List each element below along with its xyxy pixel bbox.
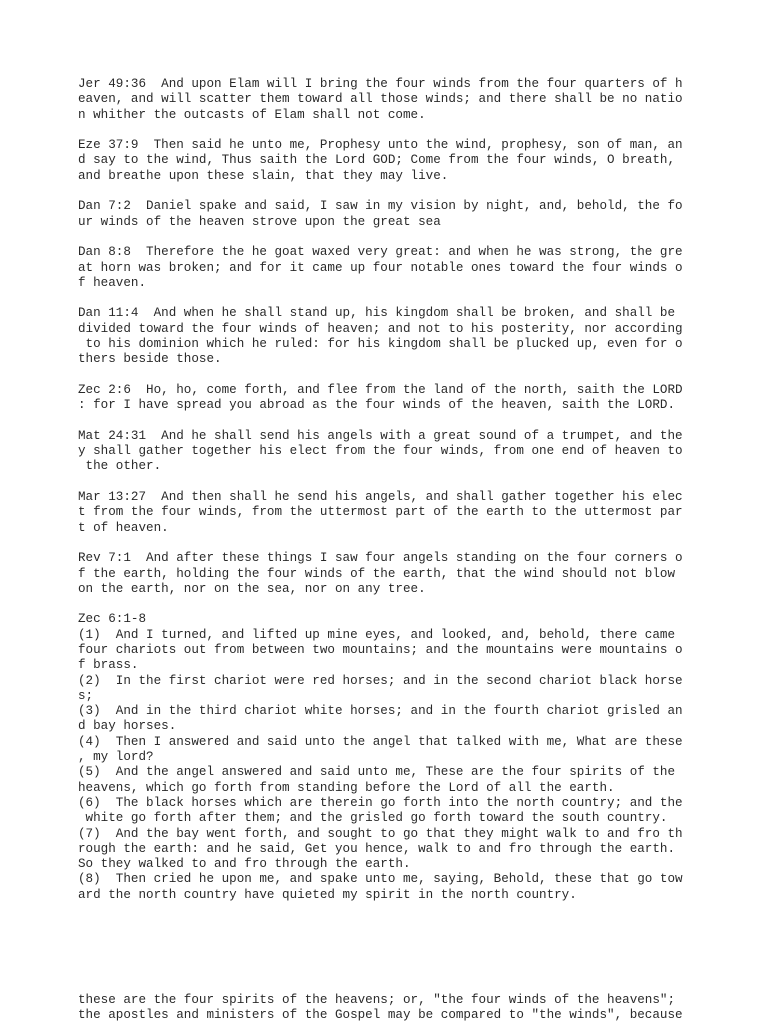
verse-eze-37-9: [78, 138, 718, 184]
document-body: [78, 77, 718, 903]
text-line: : for I have spread you abroad as the four winds of the heaven, saith the LORD.: [78, 398, 676, 413]
text-line: the apostles and ministers of the Gospel may be compared to "the winds", because: [78, 1008, 683, 1023]
text-line: n whither the outcasts of Elam shall not come.: [78, 107, 426, 122]
text-line: Dan 8:8 Therefore the he goat waxed very great: and when he was strong, the gre: [78, 245, 683, 260]
text-line: and breathe upon these slain, that they may live.: [78, 168, 449, 183]
text-line: ard the north country have quieted my spirit in the north country.: [78, 887, 577, 902]
text-line: t of heaven.: [78, 520, 169, 535]
text-line: these are the four spirits of the heavens; or, "the four winds of the heavens";: [78, 993, 676, 1007]
text-line: to his dominion which he ruled: for his kingdom shall be plucked up, even for o: [78, 337, 683, 352]
text-line: f the earth, holding the four winds of the earth, that the wind should not blow: [78, 566, 676, 581]
text-line: (1) And I turned, and lifted up mine eyes, and looked, and, behold, there came: [78, 627, 676, 642]
text-line: on the earth, nor on the sea, nor on any tree.: [78, 581, 426, 596]
verse-dan-11-4: [78, 306, 718, 367]
text-line: y shall gather together his elect from the four winds, from one end of heaven to: [78, 444, 683, 459]
text-line: the other.: [78, 459, 162, 474]
text-line: white go forth after them; and the grisled go forth toward the south country.: [78, 811, 668, 826]
text-line: (7) And the bay went forth, and sought to go that they might walk to and fro th: [78, 826, 683, 841]
text-line: Mat 24:31 And he shall send his angels with a great sound of a trumpet, and the: [78, 428, 683, 443]
text-line: heavens, which go forth from standing before the Lord of all the earth.: [78, 780, 615, 795]
passage-heading: Zec 6:1-8: [78, 612, 147, 627]
text-line: Rev 7:1 And after these things I saw four angels standing on the four corners o: [78, 551, 683, 566]
commentary-footer: [78, 993, 718, 1024]
text-line: eaven, and will scatter them toward all those winds; and there shall be no natio: [78, 92, 683, 107]
text-line: f brass.: [78, 658, 139, 673]
text-line: thers beside those.: [78, 352, 222, 367]
text-line: Mar 13:27 And then shall he send his angels, and shall gather together his elec: [78, 490, 683, 505]
verse-dan-8-8: [78, 245, 718, 291]
verse-zec-2-6: [78, 383, 718, 414]
text-line: rough the earth: and he said, Get you hence, walk to and fro through the earth.: [78, 841, 676, 856]
verse-dan-7-2: [78, 199, 718, 230]
text-line: four chariots out from between two mountains; and the mountains were mountains o: [78, 642, 683, 657]
text-line: divided toward the four winds of heaven; and not to his posterity, nor according: [78, 321, 683, 336]
text-line: d say to the wind, Thus saith the Lord GOD; Come from the four winds, O breath,: [78, 153, 676, 168]
text-line: (3) And in the third chariot white horses; and in the fourth chariot grisled an: [78, 704, 683, 719]
verse-mat-24-31: [78, 429, 718, 475]
text-line: t from the four winds, from the uttermost part of the earth to the uttermost par: [78, 505, 683, 520]
text-line: (2) In the first chariot were red horses; and in the second chariot black horse: [78, 673, 683, 688]
text-line: (5) And the angel answered and said unto me, These are the four spirits of the: [78, 765, 676, 780]
verse-mar-13-27: [78, 490, 718, 536]
text-line: Eze 37:9 Then said he unto me, Prophesy unto the wind, prophesy, son of man, an: [78, 138, 683, 153]
text-line: Zec 2:6 Ho, ho, come forth, and flee from the land of the north, saith the LORD: [78, 382, 683, 397]
text-line: , my lord?: [78, 750, 154, 765]
text-line: (6) The black horses which are therein go forth into the north country; and the: [78, 795, 683, 810]
text-line: Jer 49:36 And upon Elam will I bring the four winds from the four quarters of h: [78, 77, 683, 91]
text-line: d bay horses.: [78, 719, 177, 734]
text-line: s;: [78, 688, 94, 703]
verse-rev-7-1: [78, 551, 718, 597]
text-line: at horn was broken; and for it came up four notable ones toward the four winds o: [78, 260, 683, 275]
text-line: ur winds of the heaven strove upon the great sea: [78, 214, 441, 229]
text-line: (8) Then cried he upon me, and spake unto me, saying, Behold, these that go tow: [78, 872, 683, 887]
text-line: (4) Then I answered and said unto the angel that talked with me, What are these: [78, 734, 683, 749]
passage-zec-6-1-8: [78, 612, 718, 903]
text-line: Dan 11:4 And when he shall stand up, his kingdom shall be broken, and shall be: [78, 306, 676, 321]
verse-jer-49-36: [78, 77, 718, 123]
text-line: f heaven.: [78, 275, 147, 290]
text-line: Dan 7:2 Daniel spake and said, I saw in my vision by night, and, behold, the fo: [78, 199, 683, 214]
text-line: So they walked to and fro through the earth.: [78, 857, 411, 872]
